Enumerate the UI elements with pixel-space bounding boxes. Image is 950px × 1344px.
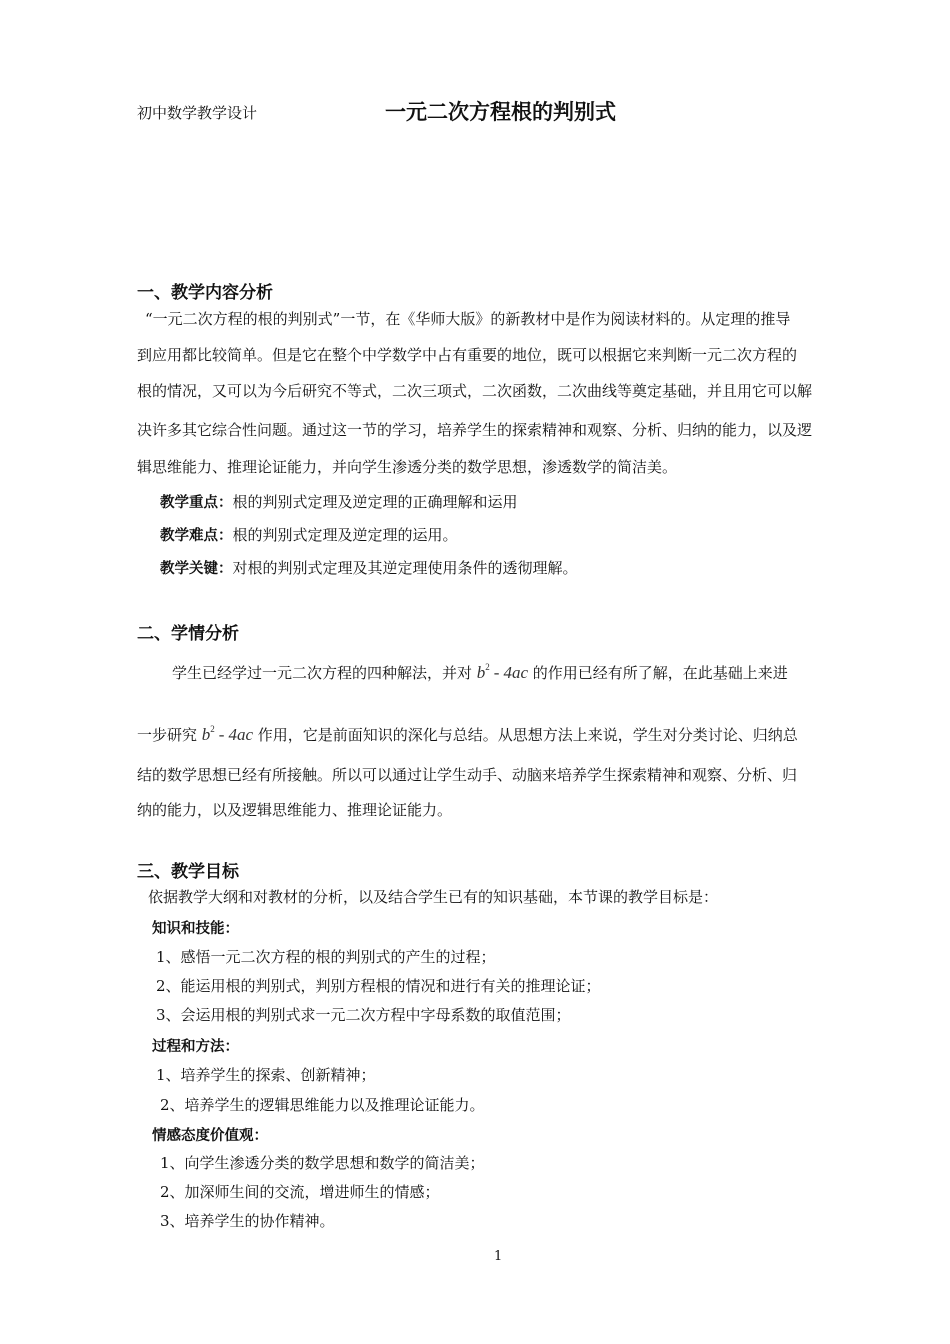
objective-item: 1、感悟一元二次方程的根的判别式的产生的过程； xyxy=(156,948,496,966)
s2-text: 学生已经学过一元二次方程的四种解法，并对 xyxy=(172,664,473,682)
key-point-label: 教学重点： xyxy=(160,495,233,511)
document-title: 一元二次方程根的判别式 xyxy=(385,100,616,124)
difficulty-label: 教学难点： xyxy=(160,528,233,544)
key-point-text: 根的判别式定理及逆定理的正确理解和运用 xyxy=(232,493,518,511)
objective-item: 2、能运用根的判别式，判别方程根的情况和进行有关的推理论证； xyxy=(156,977,601,995)
s2-text: 一步研究 xyxy=(137,726,198,744)
crux-point xyxy=(160,557,578,578)
s1-line: 辑思维能力、推理论证能力，并向学生渗透分类的数学思想，渗透数学的简洁美。 xyxy=(137,458,678,476)
objective-item: 1、向学生渗透分类的数学思想和数学的简洁美； xyxy=(160,1154,485,1172)
s1-line: “一元二次方程的根的判别式”一节，在《华师大版》的新教材中是作为阅读材料的。从定理的推导 xyxy=(145,310,791,328)
header-subject: 初中数学教学设计 xyxy=(137,104,258,122)
discriminant-formula: $b^2 - 4ac$ xyxy=(476,662,529,682)
s3-intro: 依据教学大纲和对教材的分析，以及结合学生已有的知识基础，本节课的教学目标是： xyxy=(148,888,719,906)
difficulty-point xyxy=(160,524,458,545)
crux-label: 教学关键： xyxy=(160,561,233,577)
s1-line: 决许多其它综合性问题。通过这一节的学习，培养学生的探索精神和观察、分析、归纳的能力，以及逻 xyxy=(137,421,813,439)
section3-heading: 三、教学目标 xyxy=(137,862,239,882)
objective-item: 2、培养学生的逻辑思维能力以及推理论证能力。 xyxy=(160,1096,485,1114)
section2-heading: 二、学情分析 xyxy=(137,624,239,644)
objective-item: 3、培养学生的协作精神。 xyxy=(160,1212,335,1230)
attitude-label: 情感态度价值观： xyxy=(152,1128,268,1144)
s2-line: 结的数学思想已经有所接触。所以可以通过让学生动手、动脑来培养学生探索精神和观察、分析、归 xyxy=(137,766,798,784)
s2-text: 的作用已经有所了解，在此基础上来进 xyxy=(532,664,788,682)
page-number: 1 xyxy=(494,1249,503,1264)
crux-text: 对根的判别式定理及其逆定理使用条件的透彻理解。 xyxy=(232,559,578,577)
s2-text: 作用，它是前面知识的深化与总结。从思想方法上来说，学生对分类讨论、归纳总 xyxy=(257,726,798,744)
objective-item: 2、加深师生间的交流，增进师生的情感； xyxy=(160,1183,440,1201)
section1-heading: 一、教学内容分析 xyxy=(137,283,273,303)
s2-line-2 xyxy=(137,724,798,745)
s1-line: 根的情况，又可以为今后研究不等式，二次三项式，二次函数，二次曲线等奠定基础，并且用它可以解 xyxy=(137,382,813,400)
s1-line: 到应用都比较简单。但是它在整个中学数学中占有重要的地位，既可以根据它来判断一元二次方程的 xyxy=(137,346,798,364)
knowledge-label: 知识和技能： xyxy=(152,921,239,937)
key-point xyxy=(160,491,518,512)
objective-item: 3、会运用根的判别式求一元二次方程中字母系数的取值范围； xyxy=(156,1006,571,1024)
s2-line: 纳的能力，以及逻辑思维能力、推理论证能力。 xyxy=(137,801,453,819)
difficulty-text: 根的判别式定理及逆定理的运用。 xyxy=(232,526,458,544)
objective-item: 1、培养学生的探索、创新精神； xyxy=(156,1066,376,1084)
process-label: 过程和方法： xyxy=(152,1039,239,1055)
discriminant-formula: $b^2 - 4ac$ xyxy=(201,724,254,744)
s2-line-1 xyxy=(172,662,788,683)
